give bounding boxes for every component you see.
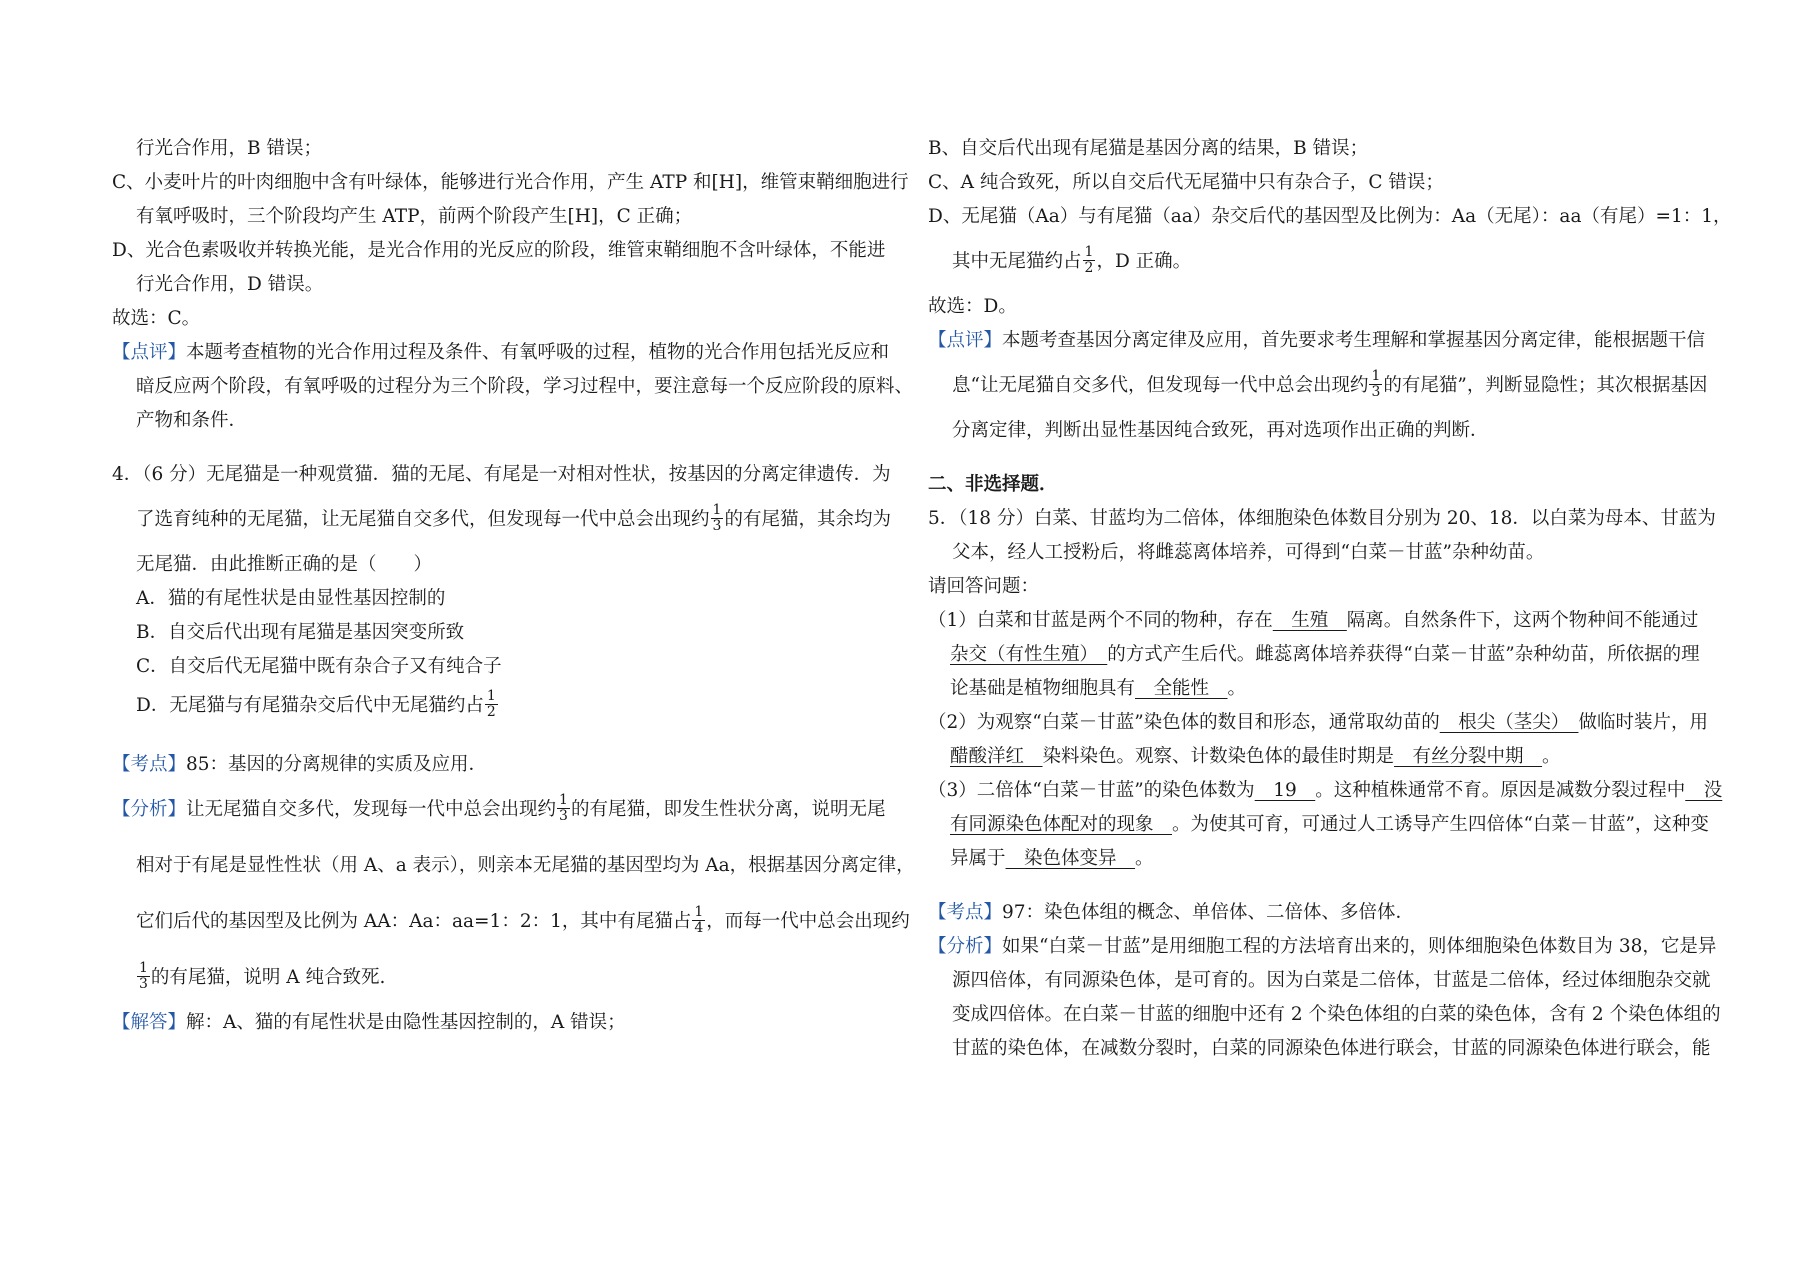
analysis-line: 变成四倍体。在白菜－甘蓝的细胞中还有 2 个染色体组的白菜的染色体，含有 2 个染色体组的 <box>952 1004 1721 1025</box>
option-b: B．自交后代出现有尾猫是基因突变所致 <box>136 622 465 643</box>
key-point-tag: 【考点】 <box>112 754 187 775</box>
question-4-line: 无尾猫．由此推断正确的是（ ） <box>136 554 433 575</box>
subquestion-3-line <box>928 808 1726 842</box>
comment-tag: 【点评】 <box>112 342 187 363</box>
section-heading: 二、非选择题． <box>928 474 1058 495</box>
fraction-one-third <box>137 961 150 992</box>
subquestion-1-line <box>928 672 1726 706</box>
answer-choice: 故选：D。 <box>928 296 1017 317</box>
subquestion-text: 。 <box>1227 678 1247 699</box>
key-point-line <box>928 896 1726 930</box>
answer-blank: 醋酸洋红 <box>950 746 1043 767</box>
question-text: 的有尾猫，其余均为 <box>724 509 891 530</box>
fraction-one-half <box>485 689 498 720</box>
question-4-line <box>112 492 902 548</box>
option-d <box>112 684 902 728</box>
subquestion-text: 。这种植株通常不育。原因是减数分裂过程中 <box>1315 780 1686 801</box>
comment-line <box>928 324 1726 358</box>
answer-blank: 生殖 <box>1272 610 1347 631</box>
text-line: C、小麦叶片的叶肉细胞中含有叶绿体，能够进行光合作用，产生 ATP 和[H]，维管束鞘细胞进行 <box>112 172 909 193</box>
fraction-one-third <box>1369 369 1382 400</box>
subquestion-text: 论基础是植物细胞具有 <box>950 678 1136 699</box>
fraction-denominator: 3 <box>559 807 568 824</box>
key-point-text: 85：基因的分离规律的实质及应用． <box>186 754 488 775</box>
solution-text: 解：A、猫的有尾性状是由隐性基因控制的，A 错误； <box>186 1012 626 1033</box>
fraction-denominator: 3 <box>139 975 148 992</box>
fraction-one-fourth <box>692 905 705 936</box>
spacer <box>928 876 1726 896</box>
question-5-line: 请回答问题： <box>928 576 1040 597</box>
comment-line: 产物和条件． <box>136 410 248 431</box>
fraction-denominator: 3 <box>1371 383 1381 400</box>
subquestion-1-line <box>928 604 1726 638</box>
answer-blank: 染色体变异 <box>1005 848 1136 869</box>
analysis-line <box>112 894 910 950</box>
answer-blank: 有丝分裂中期 <box>1394 746 1543 767</box>
text-segment: ，D 正确。 <box>1096 251 1192 272</box>
comment-line: 分离定律，判断出显性基因纯合致死，再对选项作出正确的判断． <box>952 420 1489 441</box>
subquestion-text: （1）白菜和甘蓝是两个不同的物种，存在 <box>928 610 1273 631</box>
subquestion-text: 异属于 <box>950 848 1006 869</box>
text-line: C、A 纯合致死，所以自交后代无尾猫中只有杂合子，C 错误； <box>928 172 1444 193</box>
fraction-numerator: 1 <box>139 959 148 976</box>
analysis-text: 的有尾猫，即发生性状分离，说明无尾 <box>570 799 886 820</box>
subquestion-text: （2）为观察“白菜－甘蓝”染色体的数目和形态，通常取幼苗的 <box>928 712 1440 733</box>
subquestion-text: 染料染色。观察、计数染色体的最佳时期是 <box>1042 746 1395 767</box>
analysis-line: 源四倍体，有同源染色体，是可育的。因为白菜是二倍体，甘蓝是二倍体，经过体细胞杂交就 <box>952 970 1711 991</box>
analysis-text: 它们后代的基因型及比例为 AA：Aa：aa=1：2：1，其中有尾猫占 <box>136 911 692 932</box>
text-line: 行光合作用，D 错误。 <box>136 274 324 295</box>
analysis-line: 甘蓝的染色体，在减数分裂时，白菜的同源染色体进行联会，甘蓝的同源染色体进行联会，能 <box>952 1038 1711 1059</box>
subquestion-3-line <box>928 842 1726 876</box>
fraction-one-third <box>711 503 724 534</box>
text-line: 行光合作用，B 错误； <box>136 138 322 159</box>
fraction-denominator: 2 <box>1084 259 1094 276</box>
analysis-line: 相对于有尾是显性性状（用 A、a 表示），则亲本无尾猫的基因型均为 Aa，根据基因分离定律， <box>136 855 915 876</box>
answer-blank: 没 <box>1685 780 1723 801</box>
option-text: D．无尾猫与有尾猫杂交后代中无尾猫约占 <box>136 695 484 716</box>
analysis-tag: 【分析】 <box>928 936 1003 957</box>
question-4-line: 4．（6 分）无尾猫是一种观赏猫．猫的无尾、有尾是一对相对性状，按基因的分离定律遗传．为 <box>112 464 891 485</box>
text-segment: 其中无尾猫约占 <box>952 251 1082 272</box>
text-line <box>928 234 1726 290</box>
analysis-line <box>928 930 1726 964</box>
fraction-denominator: 3 <box>712 517 722 534</box>
text-line: 有氧呼吸时，三个阶段均产生 ATP，前两个阶段产生[H]，C 正确； <box>136 206 693 227</box>
key-point-tag: 【考点】 <box>928 902 1003 923</box>
subquestion-text: 做临时装片，用 <box>1578 712 1708 733</box>
key-point-text: 97：染色体组的概念、单倍体、二倍体、多倍体． <box>1002 902 1415 923</box>
fraction-numerator: 1 <box>559 791 568 808</box>
solution-tag: 【解答】 <box>112 1012 187 1033</box>
analysis-text: 让无尾猫自交多代，发现每一代中总会出现约 <box>186 799 557 820</box>
answer-blank: 根尖（茎尖） <box>1439 712 1579 733</box>
comment-line <box>112 336 902 370</box>
fraction-denominator: 2 <box>486 703 496 720</box>
subquestion-text: （3）二倍体“白菜－甘蓝”的染色体数为 <box>928 780 1255 801</box>
comment-tag: 【点评】 <box>928 330 1003 351</box>
fraction-one-half <box>1083 245 1096 276</box>
question-5-line: 5．（18 分）白菜、甘蓝均为二倍体，体细胞染色体数目分别为 20、18．以白菜为母本、甘蓝为 <box>928 508 1716 529</box>
left-column <box>112 132 915 1040</box>
analysis-line <box>112 950 902 1006</box>
key-point-line <box>112 748 902 782</box>
text-line: D、无尾猫（Aa）与有尾猫（aa）杂交后代的基因型及比例为：Aa（无尾）：aa（有尾）=1：1， <box>928 206 1732 227</box>
comment-line <box>928 358 1726 414</box>
analysis-tag: 【分析】 <box>112 799 187 820</box>
answer-blank: 19 <box>1254 780 1316 801</box>
subquestion-text: 。 <box>1542 746 1561 767</box>
spacer <box>112 728 902 748</box>
fraction-one-third <box>557 793 570 824</box>
solution-line <box>112 1006 902 1040</box>
option-a: A．猫的有尾性状是由显性基因控制的 <box>136 588 446 609</box>
answer-blank: 全能性 <box>1135 678 1228 699</box>
fraction-numerator: 1 <box>1084 243 1094 260</box>
analysis-text: 如果“白菜－甘蓝”是用细胞工程的方法培育出来的，则体细胞染色体数目为 38，它是异 <box>1002 936 1717 957</box>
fraction-numerator: 1 <box>694 903 704 920</box>
comment-text: 的有尾猫”，判断显隐性；其次根据基因 <box>1383 375 1708 396</box>
subquestion-text: 。 <box>1135 848 1154 869</box>
question-5-line: 父本，经人工授粉后，将雌蕊离体培养，可得到“白菜－甘蓝”杂种幼苗。 <box>952 542 1545 563</box>
comment-text: 本题考查植物的光合作用过程及条件、有氧呼吸的过程，植物的光合作用包括光反应和 <box>186 342 890 363</box>
text-line: D、光合色素吸收并转换光能，是光合作用的光反应的阶段，维管束鞘细胞不含叶绿体，不能进 <box>112 240 886 261</box>
comment-line: 暗反应两个阶段，有氧呼吸的过程分为三个阶段，学习过程中，要注意每一个反应阶段的原料、 <box>136 376 914 397</box>
analysis-text: ，而每一代中总会出现约 <box>706 911 910 932</box>
subquestion-2-line <box>928 706 1726 740</box>
subquestion-3-line <box>928 774 1726 808</box>
subquestion-text: 的方式产生后代。雌蕊离体培养获得“白菜－甘蓝”杂种幼苗，所依据的理 <box>1107 644 1700 665</box>
analysis-line <box>112 782 902 838</box>
fraction-numerator: 1 <box>712 501 722 518</box>
answer-blank: 有同源染色体配对的现象 <box>950 814 1173 835</box>
answer-choice: 故选：C。 <box>112 308 201 329</box>
right-column <box>928 132 1732 1066</box>
spacer <box>928 448 1726 468</box>
spacer <box>112 438 902 458</box>
subquestion-text: 。为使其可育，可通过人工诱导产生四倍体“白菜－甘蓝”，这种变 <box>1172 814 1709 835</box>
comment-text: 息“让无尾猫自交多代，但发现每一代中总会出现约 <box>952 375 1369 396</box>
comment-text: 本题考查基因分离定律及应用，首先要求考生理解和掌握基因分离定律，能根据题干信 <box>1002 330 1706 351</box>
answer-blank: 杂交（有性生殖） <box>950 644 1108 665</box>
option-c: C．自交后代无尾猫中既有杂合子又有纯合子 <box>136 656 502 677</box>
subquestion-1-line <box>928 638 1726 672</box>
fraction-numerator: 1 <box>1371 367 1381 384</box>
analysis-text: 的有尾猫，说明 A 纯合致死. <box>150 967 386 988</box>
fraction-denominator: 4 <box>694 919 704 936</box>
fraction-numerator: 1 <box>486 687 496 704</box>
text-line: B、自交后代出现有尾猫是基因分离的结果，B 错误； <box>928 138 1369 159</box>
subquestion-2-line <box>928 740 1726 774</box>
question-text: 了选育纯种的无尾猫，让无尾猫自交多代，但发现每一代中总会出现约 <box>136 509 710 530</box>
subquestion-text: 隔离。自然条件下，这两个物种间不能通过 <box>1346 610 1699 631</box>
